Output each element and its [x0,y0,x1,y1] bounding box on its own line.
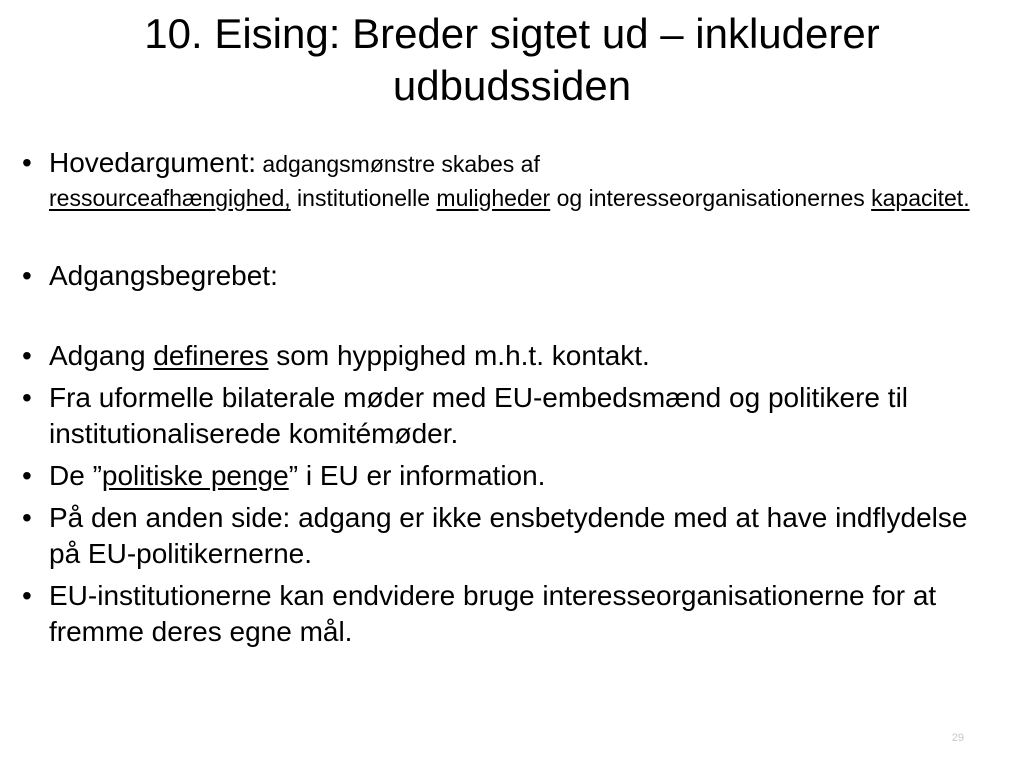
bullet-item-access-concept [22,258,982,294]
bullet-marker: • [22,382,32,413]
bullet-text: adgangsmønstre skabes af [256,151,540,177]
bullet-item-other-side [22,500,982,572]
underlined-term: defineres [153,340,269,371]
bullet-text: De ” [49,460,102,491]
bullet-list [22,146,982,650]
bullet-marker: • [22,580,32,611]
slide-title: 10. Eising: Breder sigtet ud – inkluderer udbudssiden [144,10,880,109]
bullet-marker: • [22,147,32,178]
underlined-term: muligheder [436,185,551,211]
underlined-term: politiske penge [101,460,289,491]
bullet-text: EU-institutionerne kan endvidere bruge interesseorganisationerne for at fremme deres egne mål. [49,580,937,647]
underlined-term: ressourceafhængighed, [49,185,291,211]
bullet-item-main-argument [22,146,982,214]
bullet-marker: • [22,460,32,491]
bullet-item-eu-institutions [22,578,982,650]
bullet-item-political-money [22,458,982,494]
bullet-marker: • [22,502,32,533]
bullet-item-access-definition [22,338,982,374]
bullet-text: Adgang [49,340,154,371]
bullet-item-meetings [22,380,982,452]
underlined-term: kapacitet. [871,185,970,211]
bullet-text: Fra uformelle bilaterale møder med EU-embedsmænd og politikere til institutionaliserede komitémøder. [49,382,909,449]
bullet-text: Adgangsbegrebet: [49,260,278,291]
bullet-text: og interesseorganisationernes [550,185,872,211]
bullet-text: På den anden side: adgang er ikke ensbetydende med at have indflydelse på EU-politikernerne. [49,502,968,569]
bullet-marker: • [22,340,32,371]
page-number: 29 [951,732,964,744]
bullet-text: institutionelle [290,185,437,211]
bullet-text: ” i EU er information. [288,460,546,491]
bullet-text: som hyppighed m.h.t. kontakt. [268,340,650,371]
bullet-lead: Hovedargument: [49,147,257,178]
bullet-marker: • [22,260,32,291]
